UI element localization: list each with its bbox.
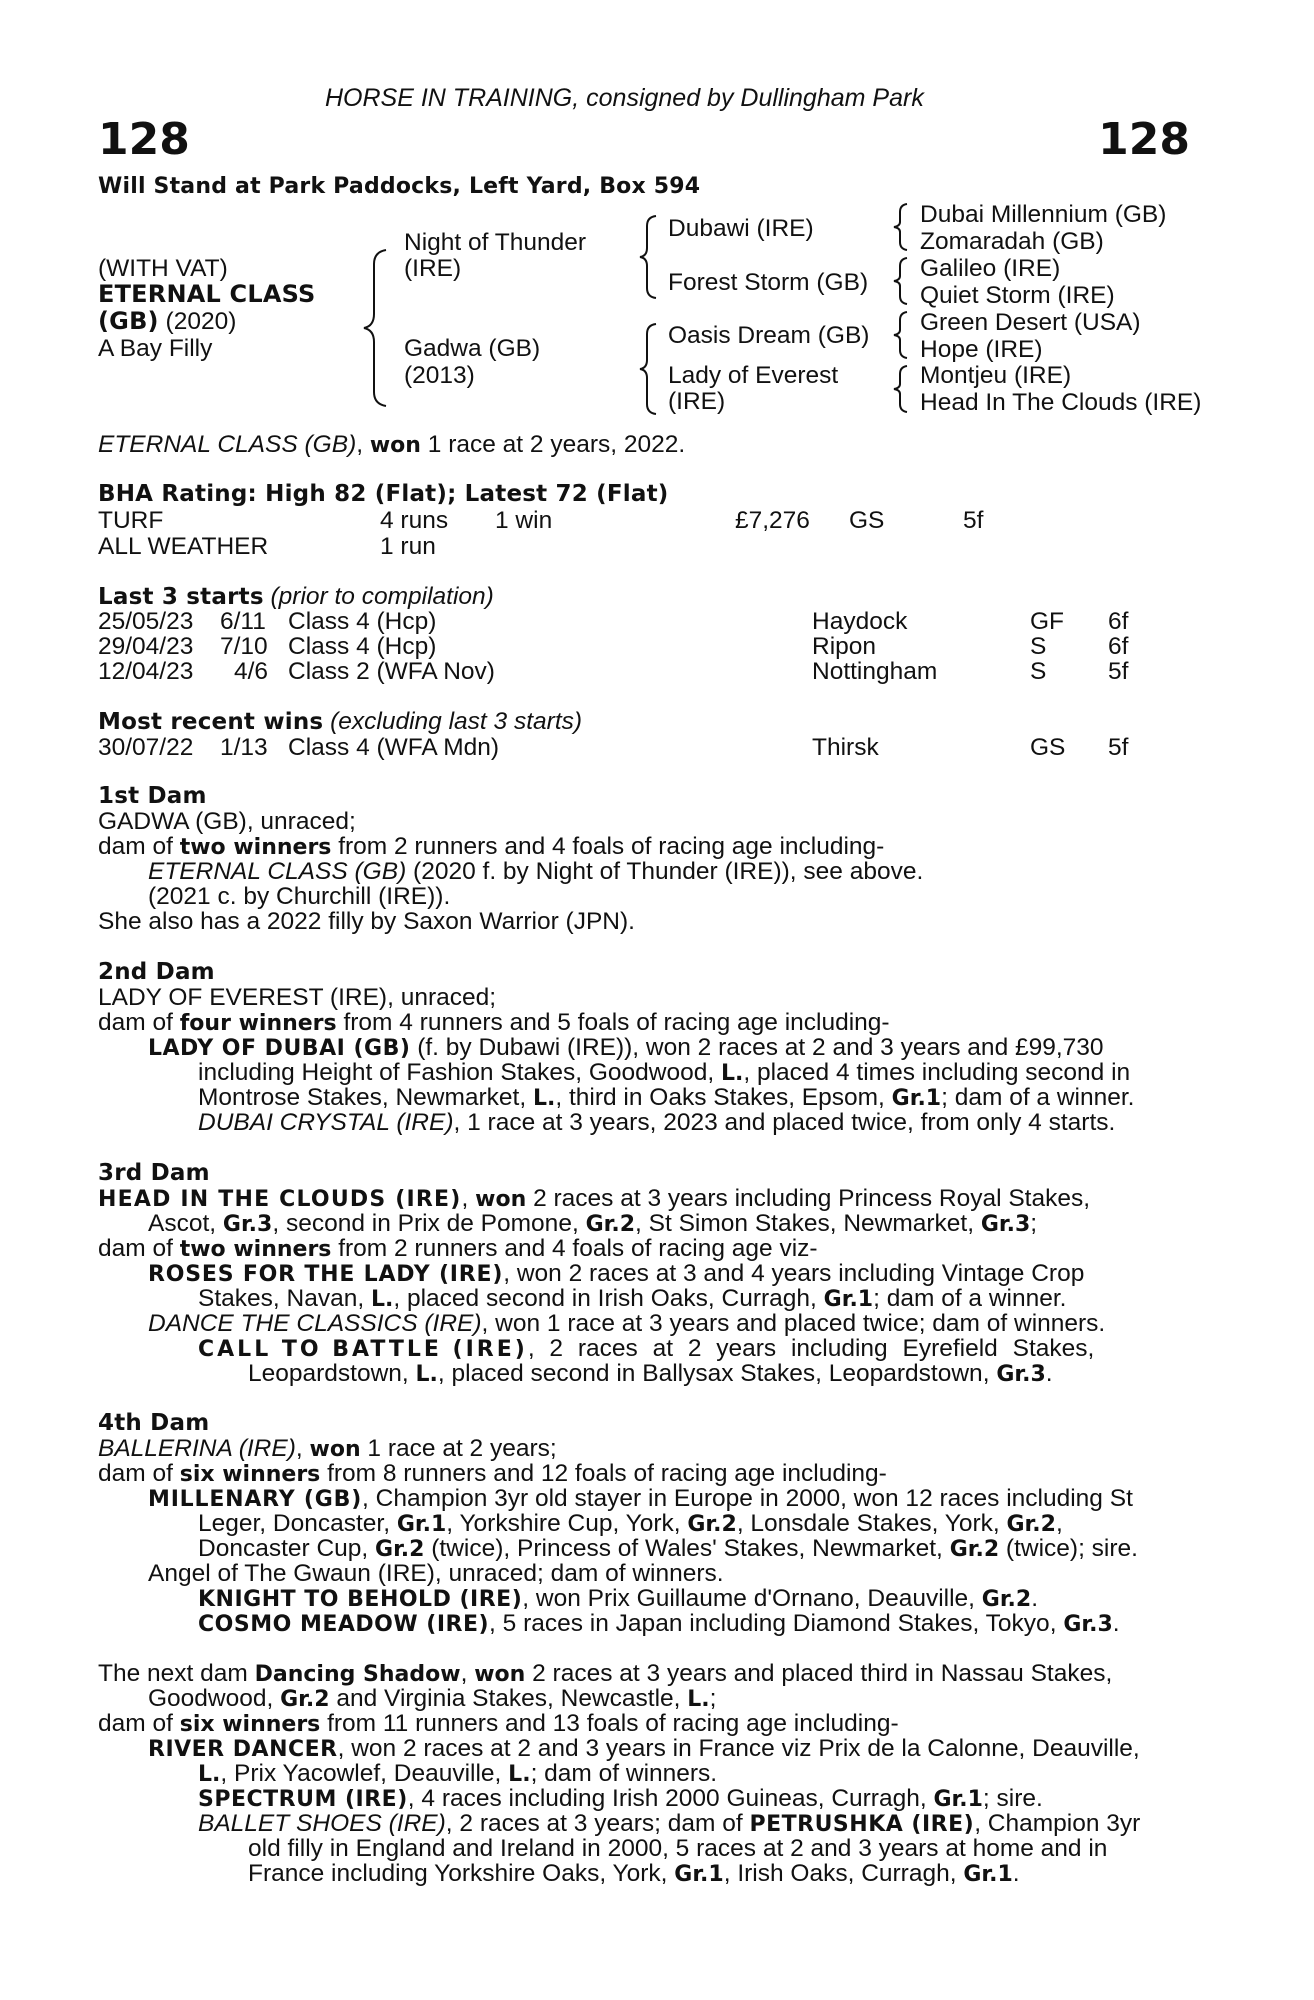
start-3-course: Nottingham (812, 658, 938, 685)
dam1-line-5: She also has a 2022 filly by Saxon Warrior (JPN). (98, 908, 635, 935)
dam4-line-4: Leger, Doncaster, Gr.1, Yorkshire Cup, York, Gr.2, Lonsdale Stakes, York, Gr.2, (198, 1510, 1063, 1537)
ancestor-sss: Dubai Millennium (GB) (920, 201, 1167, 228)
dam3-line-7: CALL TO BATTLE (IRE), 2 races at 2 years including Eyrefield Stakes, (198, 1335, 1095, 1362)
rating-turf-runs: 4 runs (380, 507, 449, 534)
start-2-distance: 6f (1108, 633, 1129, 660)
horse-origin-year: (GB) (2020) (98, 307, 237, 335)
dam3-line-5: Stakes, Navan, L., placed second in Irish Oaks, Curragh, Gr.1; dam of a winner. (198, 1285, 1067, 1312)
win-1-position: 1/13 (220, 734, 268, 761)
start-3-class: Class 2 (WFA Nov) (288, 658, 495, 685)
dam2-line-5: Montrose Stakes, Newmarket, L., third in Oaks Stakes, Epsom, Gr.1; dam of a winner. (198, 1084, 1135, 1111)
ancestor-sds: Galileo (IRE) (920, 255, 1061, 282)
dam4-line-2: dam of six winners from 8 runners and 12 foals of racing age including- (98, 1460, 887, 1487)
dam3-line-6: DANCE THE CLASSICS (IRE), won 1 race at 3 years and placed twice; dam of winners. (148, 1310, 1106, 1337)
win-1-class: Class 4 (WFA Mdn) (288, 734, 500, 761)
pedigree-brace-sd (892, 256, 912, 306)
sire-origin: (IRE) (404, 255, 462, 282)
dam3-title: 3rd Dam (98, 1160, 210, 1186)
ancestor-dss: Green Desert (USA) (920, 309, 1141, 336)
start-2-date: 29/04/23 (98, 633, 194, 660)
pedigree-brace-dd (892, 364, 912, 414)
vat-note: (WITH VAT) (98, 255, 228, 282)
sire-dam: Forest Storm (GB) (668, 269, 869, 296)
next-dam-line-1: The next dam Dancing Shadow, won 2 races at 3 years and placed third in Nassau Stakes, (98, 1660, 1113, 1687)
ancestor-dsd: Hope (IRE) (920, 336, 1043, 363)
dam4-line-8: COSMO MEADOW (IRE), 5 races in Japan including Diamond Stakes, Tokyo, Gr.3. (198, 1610, 1120, 1637)
rating-turf-going: GS (849, 507, 885, 534)
ancestor-ddd: Head In The Clouds (IRE) (920, 389, 1202, 416)
rating-turf-surface: TURF (98, 507, 164, 534)
dam3-line-2: Ascot, Gr.3, second in Prix de Pomone, Gr.2, St Simon Stakes, Newmarket, Gr.3; (148, 1210, 1038, 1237)
dam-sire: Oasis Dream (GB) (668, 322, 870, 349)
pedigree-brace-dam (638, 322, 660, 416)
race-summary: ETERNAL CLASS (GB), won 1 race at 2 years, 2022. (98, 431, 686, 458)
dam2-line-1: LADY OF EVEREST (IRE), unraced; (98, 984, 497, 1011)
ancestor-ssd: Zomaradah (GB) (920, 228, 1104, 255)
start-1-date: 25/05/23 (98, 608, 194, 635)
last-starts-title: Last 3 starts (prior to compilation) (98, 583, 494, 610)
start-3-distance: 5f (1108, 658, 1129, 685)
start-1-distance: 6f (1108, 608, 1129, 635)
start-2-going: S (1030, 633, 1047, 660)
rating-aw-surface: ALL WEATHER (98, 533, 269, 560)
rating-turf-wins: 1 win (495, 507, 553, 534)
next-dam-line-6: SPECTRUM (IRE), 4 races including Irish 2000 Guineas, Curragh, Gr.1; sire. (198, 1785, 1043, 1812)
dam-year: (2013) (404, 362, 475, 389)
start-1-course: Haydock (812, 608, 908, 635)
rating-turf-dist: 5f (963, 507, 984, 534)
dam1-line-1: GADWA (GB), unraced; (98, 808, 356, 835)
rating-turf-prize: £7,276 (735, 507, 810, 534)
start-2-course: Ripon (812, 633, 877, 660)
pedigree-brace-sire (638, 214, 660, 300)
dam2-title: 2nd Dam (98, 959, 215, 985)
ancestor-sdd: Quiet Storm (IRE) (920, 282, 1115, 309)
dam2-line-4: including Height of Fashion Stakes, Goodwood, L., placed 4 times including second in (198, 1059, 1131, 1086)
horse-name: ETERNAL CLASS (98, 280, 316, 308)
dam2-line-3: LADY OF DUBAI (GB) (f. by Dubawi (IRE)), won 2 races at 2 and 3 years and £99,730 (148, 1034, 1104, 1061)
sire-sire: Dubawi (IRE) (668, 215, 814, 242)
dam1-line-2: dam of two winners from 2 runners and 4 foals of racing age including- (98, 833, 885, 860)
win-1-course: Thirsk (812, 734, 879, 761)
dam-dam: Lady of Everest (668, 362, 839, 389)
next-dam-line-3: dam of six winners from 11 runners and 13 foals of racing age including- (98, 1710, 899, 1737)
horse-description: A Bay Filly (98, 335, 213, 362)
rating-aw-runs: 1 run (380, 533, 436, 560)
pedigree-brace-ds (892, 310, 912, 360)
next-dam-line-4: RIVER DANCER, won 2 races at 2 and 3 years in France viz Prix de la Calonne, Deauville, (148, 1735, 1140, 1762)
dam3-line-1: HEAD IN THE CLOUDS (IRE), won 2 races at 3 years including Princess Royal Stakes, (98, 1185, 1091, 1212)
next-dam-line-8: old filly in England and Ireland in 2000, 5 races at 2 and 3 years at home and in (248, 1835, 1108, 1862)
dam-name: Gadwa (GB) (404, 335, 541, 362)
ancestor-dds: Montjeu (IRE) (920, 362, 1072, 389)
consignment-header: HORSE IN TRAINING, consigned by Dullingham Park (325, 84, 924, 112)
pedigree-brace-ss (892, 202, 912, 252)
recent-wins-title: Most recent wins (excluding last 3 starts) (98, 708, 583, 735)
start-2-position: 7/10 (220, 633, 268, 660)
lot-number-right: 128 (1098, 114, 1190, 165)
dam1-line-3: ETERNAL CLASS (GB) (2020 f. by Night of Thunder (IRE)), see above. (148, 858, 924, 885)
lot-number-left: 128 (98, 114, 190, 165)
rating-title: BHA Rating: High 82 (Flat); Latest 72 (Flat) (98, 481, 669, 507)
start-2-class: Class 4 (Hcp) (288, 633, 437, 660)
dam4-line-6: Angel of The Gwaun (IRE), unraced; dam of winners. (148, 1560, 724, 1587)
dam4-title: 4th Dam (98, 1410, 210, 1436)
dam1-line-4: (2021 c. by Churchill (IRE)). (148, 883, 451, 910)
dam3-line-8: Leopardstown, L., placed second in Ballysax Stakes, Leopardstown, Gr.3. (248, 1360, 1053, 1387)
dam4-line-1: BALLERINA (IRE), won 1 race at 2 years; (98, 1435, 557, 1462)
start-1-going: GF (1030, 608, 1065, 635)
dam3-line-3: dam of two winners from 2 runners and 4 foals of racing age viz- (98, 1235, 818, 1262)
next-dam-line-5: L., Prix Yacowlef, Deauville, L.; dam of winners. (198, 1760, 718, 1787)
dam4-line-7: KNIGHT TO BEHOLD (IRE), won Prix Guillaume d'Ornano, Deauville, Gr.2. (198, 1585, 1039, 1612)
dam-dam-origin: (IRE) (668, 388, 726, 415)
location-line: Will Stand at Park Paddocks, Left Yard, Box 594 (98, 174, 701, 199)
start-1-class: Class 4 (Hcp) (288, 608, 437, 635)
dam4-line-5: Doncaster Cup, Gr.2 (twice), Princess of Wales' Stakes, Newmarket, Gr.2 (twice); sire. (198, 1535, 1138, 1562)
dam2-line-2: dam of four winners from 4 runners and 5 foals of racing age including- (98, 1009, 890, 1036)
sire-name: Night of Thunder (404, 229, 587, 256)
next-dam-line-7: BALLET SHOES (IRE), 2 races at 3 years; dam of PETRUSHKA (IRE), Champion 3yr (198, 1810, 1141, 1837)
win-1-date: 30/07/22 (98, 734, 194, 761)
start-3-position: 4/6 (234, 658, 269, 685)
dam1-title: 1st Dam (98, 783, 207, 809)
win-1-going: GS (1030, 734, 1066, 761)
dam2-line-6: DUBAI CRYSTAL (IRE), 1 race at 3 years, 2023 and placed twice, from only 4 starts. (198, 1109, 1116, 1136)
pedigree-brace-main (362, 248, 392, 408)
start-3-going: S (1030, 658, 1047, 685)
next-dam-line-2: Goodwood, Gr.2 and Virginia Stakes, Newcastle, L.; (148, 1685, 717, 1712)
dam4-line-3: MILLENARY (GB), Champion 3yr old stayer in Europe in 2000, won 12 races including St (148, 1485, 1133, 1512)
start-1-position: 6/11 (220, 608, 266, 635)
win-1-distance: 5f (1108, 734, 1129, 761)
next-dam-line-9: France including Yorkshire Oaks, York, Gr.1, Irish Oaks, Curragh, Gr.1. (248, 1860, 1020, 1887)
start-3-date: 12/04/23 (98, 658, 194, 685)
dam3-line-4: ROSES FOR THE LADY (IRE), won 2 races at 3 and 4 years including Vintage Crop (148, 1260, 1085, 1287)
